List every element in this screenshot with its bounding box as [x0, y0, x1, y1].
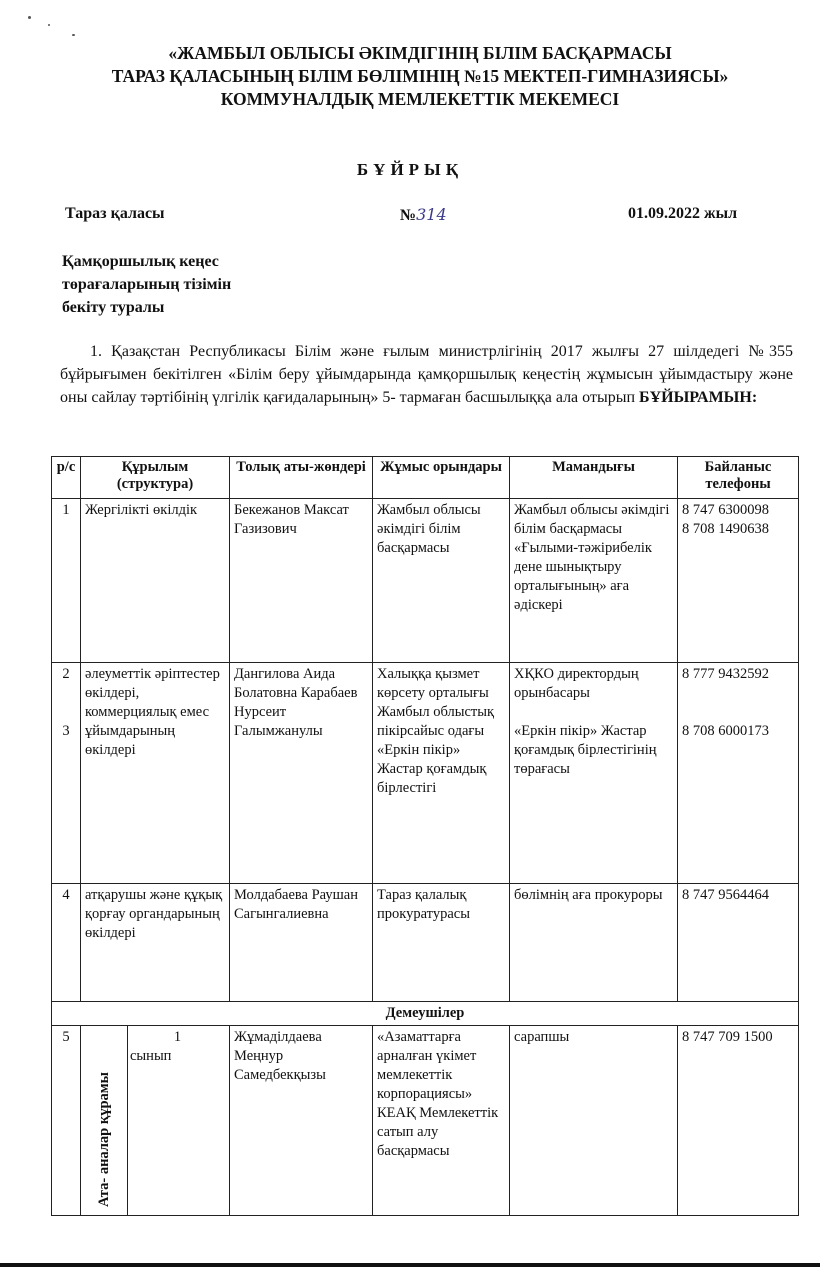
phone-number: 8 708 1490638: [682, 521, 770, 537]
row-phone: 8 747 9564464: [678, 884, 799, 1002]
scan-bottom-edge: [0, 1263, 820, 1267]
class-number: 1: [173, 1029, 182, 1045]
scan-speck: [72, 34, 75, 36]
row-num: 5: [52, 1026, 81, 1216]
row-num-second: 3: [62, 723, 70, 739]
header-position: Мамандығы: [510, 457, 678, 499]
table-row: [52, 884, 799, 1002]
header-line: ТАРАЗ ҚАЛАСЫНЫҢ БІЛІМ БӨЛІМІНІҢ №15 МЕКТЕП-ГИМНАЗИЯСЫ»: [111, 66, 729, 86]
section-label: Демеушілер: [52, 1002, 799, 1026]
council-table: [51, 456, 799, 1216]
header-structure: Құрылым (структура): [81, 457, 230, 499]
table-row: [52, 499, 799, 663]
subject-line: Қамқоршылық кеңес: [62, 253, 219, 270]
row-work: «Азаматтарға арналған үкімет мемлекеттік корпорациясы» КЕАҚ Мемлекеттік сатып алу басқармасы: [373, 1026, 510, 1216]
row-structure: әлеуметтік әріптестер өкілдері, коммерциялық емес ұйымдарының өкілдері: [81, 663, 230, 884]
group-label-cell: [81, 1026, 128, 1216]
subject-line: төрағаларының тізімін: [62, 276, 232, 293]
row-phone: [678, 499, 799, 663]
class-label: сынып: [130, 1048, 172, 1064]
header-work: Жұмыс орындары: [373, 457, 510, 499]
row-work: Тараз қалалық прокуратурасы: [373, 884, 510, 1002]
order-date: 01.09.2022 жыл: [628, 205, 738, 222]
row-num-first: 2: [62, 666, 70, 682]
scan-speck: [28, 16, 31, 19]
row-position: бөлімнің аға прокуроры: [510, 884, 678, 1002]
order-number: [400, 205, 447, 225]
row-num: [52, 663, 81, 884]
group-label: Ата- аналар құрамы: [96, 1072, 112, 1207]
row-position: сарапшы: [510, 1026, 678, 1216]
row-work: Халыққа қызмет көрсету орталығы Жамбыл облыстық пікірсайыс одағы «Еркін пікір» Жастар қоғамдық бірлестігі: [373, 663, 510, 884]
subject-line: бекіту туралы: [62, 299, 165, 316]
body-emphasis: БҰЙЫРАМЫН:: [639, 389, 758, 406]
section-row: [52, 1002, 799, 1026]
phone-number: 8 747 6300098: [682, 502, 770, 518]
row-phone: [678, 663, 799, 884]
document-title: БҰЙРЫҚ: [356, 160, 464, 179]
phone-number: 8 777 9432592: [682, 666, 770, 682]
position-text: «Еркін пікір» Жастар қоғамдық бірлестігінің төрағасы: [514, 723, 657, 777]
row-work: Жамбыл облысы әкімдігі білім басқармасы: [373, 499, 510, 663]
order-subject: [62, 250, 302, 319]
order-body: [60, 340, 793, 409]
row-name: Дангилова Аида Болатовна Карабаев Нурсеит Галымжанулы: [230, 663, 373, 884]
table-row: [52, 663, 799, 884]
position-text: ХҚКО директордың орынбасары: [514, 666, 639, 701]
table-header-row: [52, 457, 799, 499]
city-label: Тараз қаласы: [65, 205, 165, 222]
number-prefix: №: [400, 207, 417, 224]
row-name: Бекежанов Максат Газизович: [230, 499, 373, 663]
row-name: Молдабаева Раушан Сагынгалиевна: [230, 884, 373, 1002]
row-name: Жұмаділдаева Меңнур Самедбекқызы: [230, 1026, 373, 1216]
row-position: Жамбыл облысы әкімдігі білім басқармасы «Ғылыми-тәжірибелік дене шынықтыру орталығының» аға әдіскері: [510, 499, 678, 663]
handwritten-number: 314: [416, 205, 447, 224]
row-num: 1: [52, 499, 81, 663]
row-structure: Жергілікті өкілдік: [81, 499, 230, 663]
class-cell: [128, 1026, 230, 1216]
header-num: р/с: [52, 457, 81, 499]
table-row: [52, 1026, 799, 1216]
header-line: КОММУНАЛДЫҚ МЕМЛЕКЕТТІК МЕКЕМЕСІ: [220, 89, 620, 109]
header-name: Толық аты-жөндері: [230, 457, 373, 499]
row-structure: атқарушы және құқық қорғау органдарының өкілдері: [81, 884, 230, 1002]
organization-header: [60, 42, 780, 111]
phone-number: 8 708 6000173: [682, 723, 770, 739]
row-phone: 8 747 709 1500: [678, 1026, 799, 1216]
body-paragraph: [60, 340, 793, 409]
row-num: 4: [52, 884, 81, 1002]
row-position: [510, 663, 678, 884]
header-line: «ЖАМБЫЛ ОБЛЫСЫ ӘКІМДІГІНІҢ БІЛІМ БАСҚАРМАСЫ: [168, 43, 672, 63]
body-text: 1. Қазақстан Республикасы Білім және ғылым министрлігінің 2017 жылғы 27 шілдедегі №355 бұйрығымен бекітілген «Білім беру ұйымдарында қамқоршылық кеңестің жұмысын ұйымдастыру және оны сайлау тәртібінің үлгілік қағидаларының» 5- тармаған басшылыққа ала отырып: [60, 343, 793, 406]
header-phone: Байланыс телефоны: [678, 457, 799, 499]
scan-speck: [48, 24, 50, 26]
